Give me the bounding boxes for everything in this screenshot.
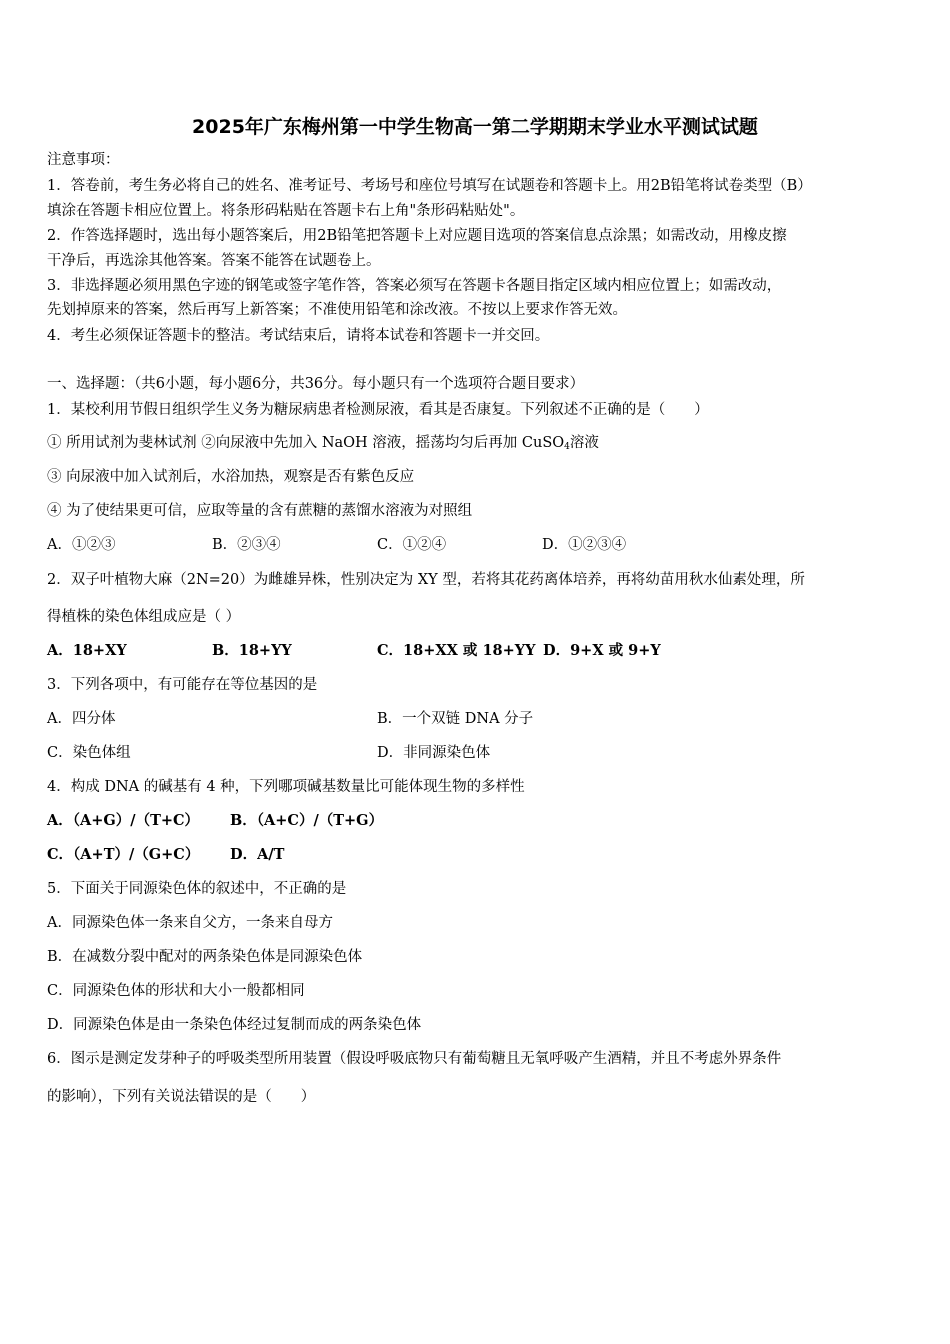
question-3-option-d: D．非同源染色体 [377,745,491,761]
question-4-option-c: C．（A+T）/（G+C） [47,846,200,863]
question-1-statement-1-2: ① 所用试剂为斐林试剂 ②向尿液中先加入 NaOH 溶液，摇荡均匀后再加 CuSO$_4$溶液 [47,435,599,452]
question-3-stem: 3．下列各项中，有可能存在等位基因的是 [47,677,318,693]
notice-line: 2．作答选择题时，选出每小题答案后，用2B铅笔把答题卡上对应题目选项的答案信息点涂黑；如需改动，用橡皮擦 [47,228,787,244]
question-6-stem-cont: 的影响），下列有关说法错误的是（ ） [47,1089,316,1105]
question-4-option-d: D．A/T [230,846,285,863]
question-4-option-b: B．（A+C）/（T+G） [230,812,384,829]
question-3-option-a: A．四分体 [47,711,116,727]
question-5-option-d: D．同源染色体是由一条染色体经过复制而成的两条染色体 [47,1017,422,1033]
question-1-option-d: D．①②③④ [542,537,627,553]
section-heading: 一、选择题：（共6小题，每小题6分，共36分。每小题只有一个选项符合题目要求） [47,376,585,392]
question-2-option-d: D．9+X 或 9+Y [543,642,661,659]
notice-heading: 注意事项： [47,152,120,168]
notice-line: 3．非选择题必须用黑色字迹的钢笔或签字笔作答，答案必须写在答题卡各题目指定区域内相应位置上；如需改动， [47,278,782,294]
question-3-option-c: C．染色体组 [47,745,131,761]
question-1-stem: 1．某校利用节假日组织学生义务为糖尿病患者检测尿液，看其是否康复。下列叙述不正确的是（ ） [47,402,709,418]
question-1-option-b: B．②③④ [212,537,281,553]
question-2-stem-cont: 得植株的染色体组成应是（ ） [47,609,241,625]
question-1-statement-4: ④ 为了使结果更可信，应取等量的含有蔗糖的蒸馏水溶液为对照组 [47,503,473,519]
notice-line: 先划掉原来的答案，然后再写上新答案；不准使用铅笔和涂改液。不按以上要求作答无效。 [47,302,627,318]
question-4-option-a: A．（A+G）/（T+C） [47,812,200,829]
notice-line: 1．答卷前，考生务必将自己的姓名、准考证号、考场号和座位号填写在试题卷和答题卡上。用2B铅笔将试卷类型（B） [47,178,812,194]
question-6-stem: 6．图示是测定发芽种子的呼吸类型所用装置（假设呼吸底物只有葡萄糖且无氧呼吸产生酒精，并且不考虑外界条件 [47,1051,782,1067]
question-2-option-a: A．18+XY [47,642,127,659]
notice-line: 干净后，再选涂其他答案。答案不能答在试题卷上。 [47,253,381,269]
page-title: 2025年广东梅州第一中学生物高一第二学期期末学业水平测试试题 [192,116,758,138]
question-1-option-c: C．①②④ [377,537,447,553]
question-1-statement-3: ③ 向尿液中加入试剂后，水浴加热，观察是否有紫色反应 [47,469,415,485]
question-4-stem: 4．构成 DNA 的碱基有 4 种，下列哪项碱基数量比可能体现生物的多样性 [47,779,525,795]
question-5-option-b: B．在减数分裂中配对的两条染色体是同源染色体 [47,949,363,965]
question-2-stem: 2．双子叶植物大麻（2N=20）为雌雄异株，性别决定为 XY 型，若将其花药离体培养，再将幼苗用秋水仙素处理，所 [47,572,805,588]
question-1-option-a: A．①②③ [47,537,116,553]
notice-line: 4．考生必须保证答题卡的整洁。考试结束后，请将本试卷和答题卡一并交回。 [47,328,550,344]
question-5-option-a: A．同源染色体一条来自父方，一条来自母方 [47,915,333,931]
question-2-option-c: C．18+XX 或 18+YY [377,642,536,659]
question-5-option-c: C．同源染色体的形状和大小一般都相同 [47,983,305,999]
notice-line: 填涂在答题卡相应位置上。将条形码粘贴在答题卡右上角"条形码粘贴处"。 [47,203,525,219]
question-2-option-b: B．18+YY [212,642,292,659]
question-5-stem: 5．下面关于同源染色体的叙述中，不正确的是 [47,881,347,897]
question-3-option-b: B．一个双链 DNA 分子 [377,711,534,727]
